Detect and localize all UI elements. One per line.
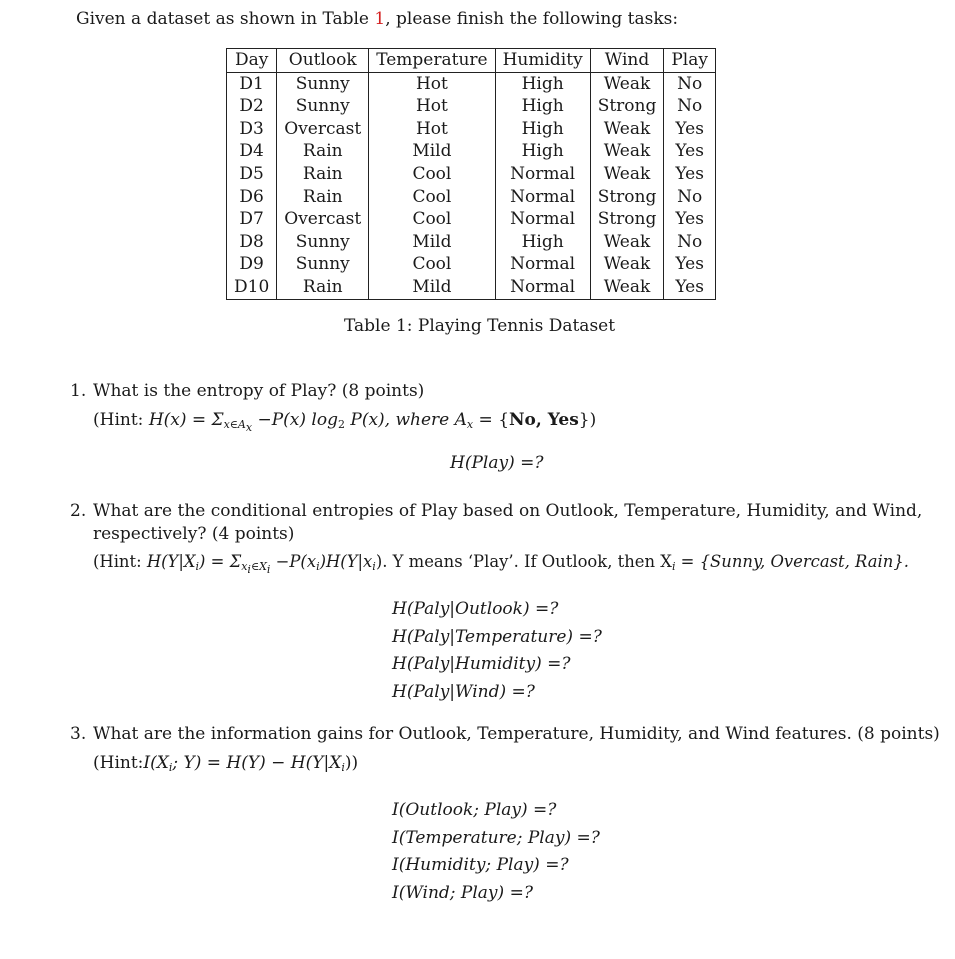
table-reference-link[interactable]: 1 — [374, 9, 386, 29]
table-cell: Normal — [495, 208, 590, 231]
q3-question-humidity: I(Humidity; Play) =? — [392, 855, 569, 875]
table-caption: Table 1: Playing Tennis Dataset — [344, 316, 616, 336]
q2-questions — [392, 599, 602, 709]
q2-hint: (Hint: $H(Y|X_i) = \Sigma_{x_i\in X_i} -P(x_i)H(Y|x_i)$. Y means ‘Play’. If Outlook, then $X_i$ = {Sunny, Overcast, Rain}. — [93, 552, 909, 576]
table-cell: Mild — [369, 140, 495, 163]
table-cell: Sunny — [277, 72, 369, 95]
table-cell: Normal — [495, 253, 590, 276]
table-cell: D2 — [227, 95, 277, 118]
table-cell: High — [495, 140, 590, 163]
table-cell: Overcast — [277, 208, 369, 231]
q2-question-humidity: H(Paly|Humidity) =? — [392, 654, 571, 674]
table-cell: Yes — [675, 209, 704, 230]
table-cell: Sunny — [277, 95, 369, 118]
q2-question-outlook: H(Paly|Outlook) =? — [392, 599, 559, 619]
q3-question-temperature: I(Temperature; Play) =? — [392, 827, 600, 848]
table-cell: Rain — [277, 163, 369, 186]
table-cell: Strong — [590, 186, 664, 209]
table-cell: D3 — [227, 118, 277, 141]
table-cell: D9 — [227, 253, 277, 276]
q1-question: H(Play) =? — [450, 453, 544, 473]
table-cell: Sunny — [277, 231, 369, 254]
table-cell: D10 — [227, 276, 277, 299]
table-cell: D8 — [227, 231, 277, 254]
table-cell: Hot — [369, 72, 495, 95]
table-row — [227, 118, 716, 141]
q3-question-wind: I(Wind; Play) =? — [392, 882, 533, 903]
table-cell: Weak — [590, 231, 664, 254]
table-cell: Strong — [590, 95, 664, 118]
table-cell: Strong — [590, 208, 664, 231]
header-day: Day — [227, 49, 277, 73]
table-cell: No — [677, 186, 703, 207]
header-temperature: Temperature — [369, 49, 495, 73]
table-cell: High — [495, 95, 590, 118]
table-cell: No — [677, 96, 703, 117]
q2-text-line2: respectively? (4 points) — [93, 524, 295, 544]
table-cell: Normal — [495, 276, 590, 299]
table-cell: Yes — [675, 118, 704, 139]
table-cell: Cool — [369, 163, 495, 186]
q2-question-temperature: H(Paly|Temperature) =? — [392, 626, 602, 647]
table-row — [227, 231, 716, 254]
table-cell: D5 — [227, 163, 277, 186]
table-cell: Rain — [277, 140, 369, 163]
table-cell: Hot — [369, 118, 495, 141]
table-cell: No — [677, 73, 703, 94]
table-cell: Yes — [675, 141, 704, 162]
table-cell: Weak — [590, 253, 664, 276]
table-row — [227, 140, 716, 163]
table-row — [227, 276, 716, 299]
q2-text-line1: What are the conditional entropies of Play based on Outlook, Temperature, Humidity, and Wind, — [93, 501, 923, 521]
table-cell: High — [495, 231, 590, 254]
table-cell: Yes — [675, 163, 704, 184]
q3-number: 3. — [70, 724, 87, 744]
table-cell: D6 — [227, 186, 277, 209]
q1-number: 1. — [70, 381, 87, 401]
tennis-table — [226, 48, 716, 300]
table-cell: Mild — [369, 231, 495, 254]
table-cell: Hot — [369, 95, 495, 118]
header-outlook: Outlook — [277, 49, 369, 73]
table-cell: Rain — [277, 186, 369, 209]
header-play: Play — [664, 49, 716, 73]
table-row — [227, 186, 716, 209]
table-cell: Rain — [277, 276, 369, 299]
table-cell: Weak — [590, 140, 664, 163]
table-row — [227, 208, 716, 231]
table-cell: D1 — [227, 72, 277, 95]
q1-text: What is the entropy of Play? (8 points) — [93, 381, 425, 401]
header-wind: Wind — [590, 49, 664, 73]
table-cell: Mild — [369, 276, 495, 299]
table-cell: Weak — [590, 163, 664, 186]
table-cell: Overcast — [277, 118, 369, 141]
q3-text: What are the information gains for Outlook, Temperature, Humidity, and Wind features. (8 points) — [93, 724, 940, 744]
q1-hint: (Hint: $H(x) = \Sigma_{x\in A_x} -P(x)$ $\log_2 P(x)$, where $A_x = \{No$, Yes}) — [93, 410, 597, 434]
q3-question-outlook: I(Outlook; Play) =? — [392, 800, 557, 820]
table-cell: High — [495, 118, 590, 141]
table-row — [227, 72, 716, 95]
intro-text: Given a dataset as shown in Table 1, please finish the following tasks: — [76, 9, 679, 29]
table-cell: Normal — [495, 163, 590, 186]
table-header-row — [227, 49, 716, 73]
table-row — [227, 163, 716, 186]
q2-question-wind: H(Paly|Wind) =? — [392, 681, 535, 702]
table-cell: Cool — [369, 186, 495, 209]
table-cell: Yes — [675, 276, 704, 297]
table-cell: Weak — [590, 72, 664, 95]
table-cell: D4 — [227, 140, 277, 163]
table-cell: D7 — [227, 208, 277, 231]
header-humidity: Humidity — [495, 49, 590, 73]
table-cell: Cool — [369, 208, 495, 231]
table-row — [227, 253, 716, 276]
table-cell: Yes — [675, 254, 704, 275]
q3-questions — [392, 800, 600, 910]
q2-number: 2. — [70, 501, 87, 521]
table-cell: Weak — [590, 118, 664, 141]
table-cell: Normal — [495, 186, 590, 209]
table-cell: Weak — [590, 276, 664, 299]
q3-hint: ($Hint:I(X_i$; $Y) = H(Y) - H(Y|X_i)$) — [93, 753, 359, 774]
table-cell: No — [677, 231, 703, 252]
table-cell: Sunny — [277, 253, 369, 276]
table-cell: Cool — [369, 253, 495, 276]
table-cell: High — [495, 72, 590, 95]
table-row — [227, 95, 716, 118]
